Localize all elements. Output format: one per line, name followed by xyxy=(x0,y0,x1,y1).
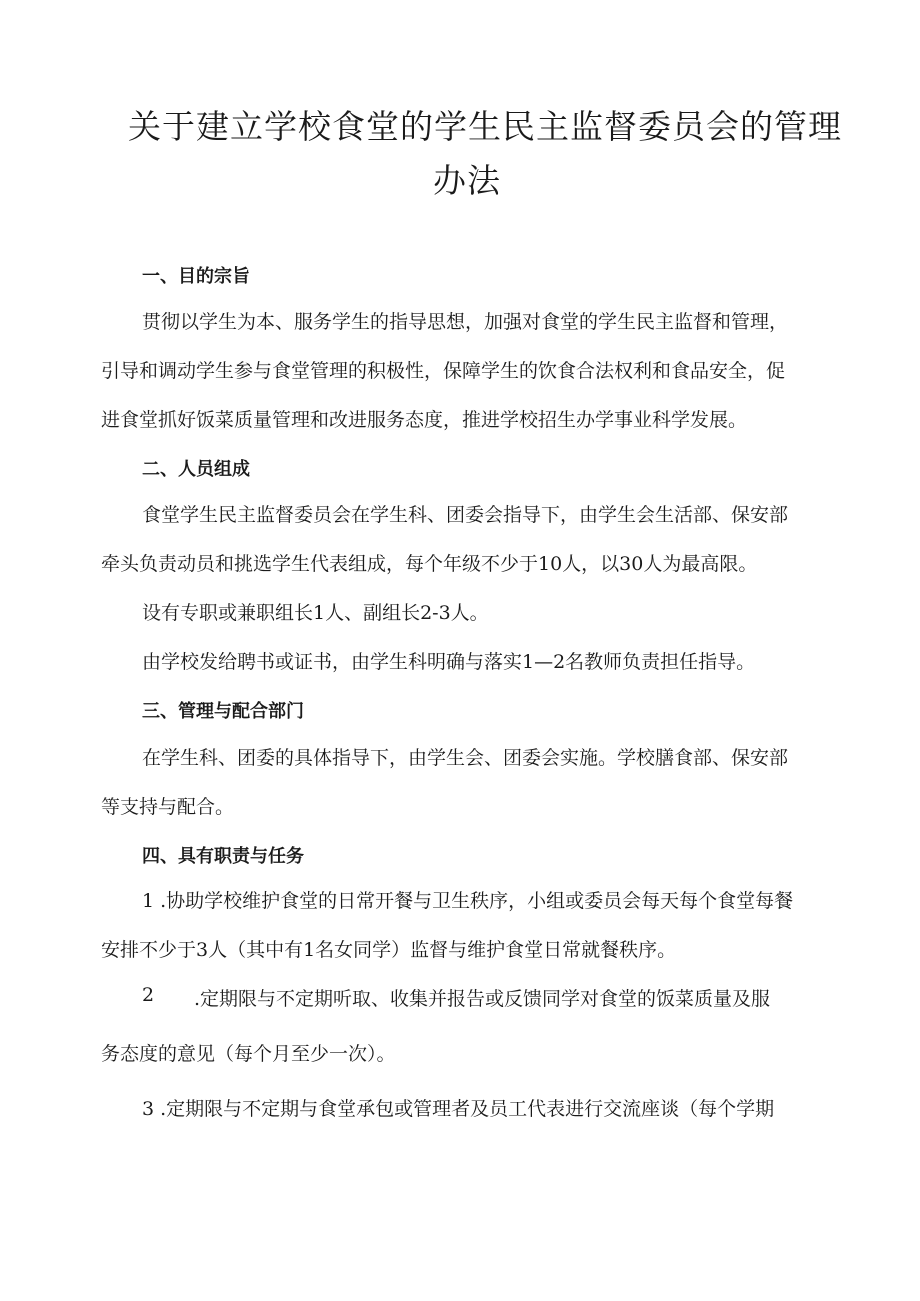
title-line-2: 办法 xyxy=(433,161,501,200)
paragraph-line: 1 .协助学校维护食堂的日常开餐与卫生秩序，小组或委员会每天每个食堂每餐 xyxy=(142,890,794,912)
paragraph-line: .定期限与不定期听取、收集并报告或反馈同学对食堂的饭菜质量及服 xyxy=(194,988,771,1010)
paragraph-line: 在学生科、团委的具体指导下，由学生会、团委会实施。学校膳食部、保安部 xyxy=(142,747,789,769)
paragraph-line: 食堂学生民主监督委员会在学生科、团委会指导下，由学生会生活部、保安部 xyxy=(142,504,789,526)
paragraph-line: 进食堂抓好饭菜质量管理和改进服务态度，推进学校招生办学事业科学发展。 xyxy=(101,409,748,431)
section-heading-1: 一、目的宗旨 xyxy=(142,266,250,287)
paragraph-line: 安排不少于3人（其中有1名女同学）监督与维护食堂日常就餐秩序。 xyxy=(101,939,677,961)
paragraph-line: 设有专职或兼职组长1人、副组长2-3人。 xyxy=(142,602,489,624)
section-heading-3: 三、管理与配合部门 xyxy=(142,701,304,722)
paragraph-line: 引导和调动学生参与食堂管理的积极性，保障学生的饮食合法权利和食品安全，促 xyxy=(101,360,786,382)
list-number: 2 xyxy=(142,984,155,1006)
paragraph-line: 务态度的意见（每个月至少一次）。 xyxy=(101,1043,396,1065)
section-heading-2: 二、人员组成 xyxy=(142,459,250,480)
section-heading-4: 四、具有职责与任务 xyxy=(142,846,304,867)
paragraph-line: 等支持与配合。 xyxy=(101,796,235,818)
title-line-1: 关于建立学校食堂的学生民主监督委员会的管理 xyxy=(128,107,842,146)
paragraph-line: 贯彻以学生为本、服务学生的指导思想，加强对食堂的学生民主监督和管理， xyxy=(142,311,789,333)
paragraph-line: 3 .定期限与不定期与食堂承包或管理者及员工代表进行交流座谈（每个学期 xyxy=(142,1098,775,1120)
document-title xyxy=(0,100,920,208)
paragraph-line: 牵头负责动员和挑选学生代表组成，每个年级不少于10人，以30人为最高限。 xyxy=(101,553,758,575)
paragraph-line: 由学校发给聘书或证书，由学生科明确与落实1—2名教师负责担任指导。 xyxy=(142,651,756,673)
